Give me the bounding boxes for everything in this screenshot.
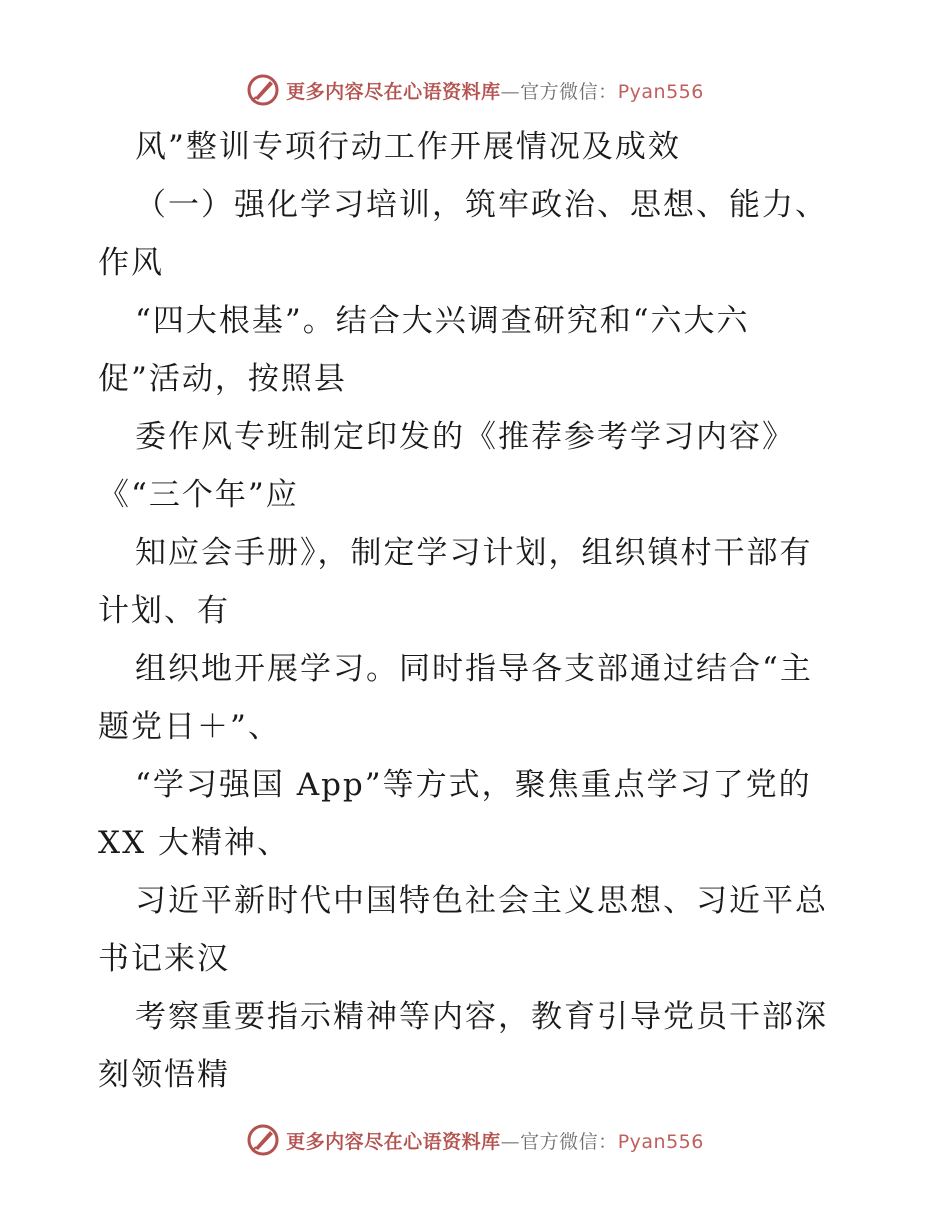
body-line: 风”整训专项行动工作开展情况及成效 <box>135 129 681 165</box>
body-line: XX 大精神、 <box>98 825 290 861</box>
watermark-separator: — <box>500 1130 521 1153</box>
body-line: 知应会手册》，制定学习计划，组织镇村干部有 <box>135 535 813 571</box>
watermark-main-text: 更多内容尽在心语资料库 <box>286 80 501 103</box>
watermark-label: 官方微信： <box>520 80 618 103</box>
watermark-label: 官方微信： <box>520 1130 618 1153</box>
body-line: 组织地开展学习。同时指导各支部通过结合“主 <box>135 651 813 687</box>
body-line: “学习强国 App”等方式，聚焦重点学习了党的 <box>135 767 812 803</box>
watermark-main-text: 更多内容尽在心语资料库 <box>286 1130 501 1153</box>
body-line: 《“三个年”应 <box>98 477 299 513</box>
body-line: 考察重要指示精神等内容，教育引导党员干部深 <box>135 999 828 1035</box>
watermark-wechat-id: Pyan556 <box>617 80 704 103</box>
watermark-wechat-id: Pyan556 <box>617 1130 704 1153</box>
body-line: 委作风专班制定印发的《推荐参考学习内容》 <box>135 419 795 455</box>
watermark-separator: — <box>500 80 521 103</box>
body-line: 习近平新时代中国特色社会主义思想、习近平总 <box>135 883 828 919</box>
header-watermark <box>0 70 950 110</box>
body-line: 计划、有 <box>98 593 230 629</box>
body-line: 题党日＋”、 <box>98 709 281 745</box>
body-line: 刻领悟精 <box>98 1057 230 1093</box>
body-line: “四大根基”。结合大兴调查研究和“六大六 <box>135 303 750 339</box>
footer-watermark <box>0 1120 950 1160</box>
quill-logo-icon <box>246 1123 280 1157</box>
quill-logo-icon <box>246 73 280 107</box>
document-body <box>98 118 858 1104</box>
body-line: 作风 <box>98 245 164 281</box>
body-line: 促”活动，按照县 <box>98 361 347 397</box>
body-line: （一）强化学习培训，筑牢政治、思想、能力、 <box>135 187 828 223</box>
body-line: 书记来汉 <box>98 941 230 977</box>
